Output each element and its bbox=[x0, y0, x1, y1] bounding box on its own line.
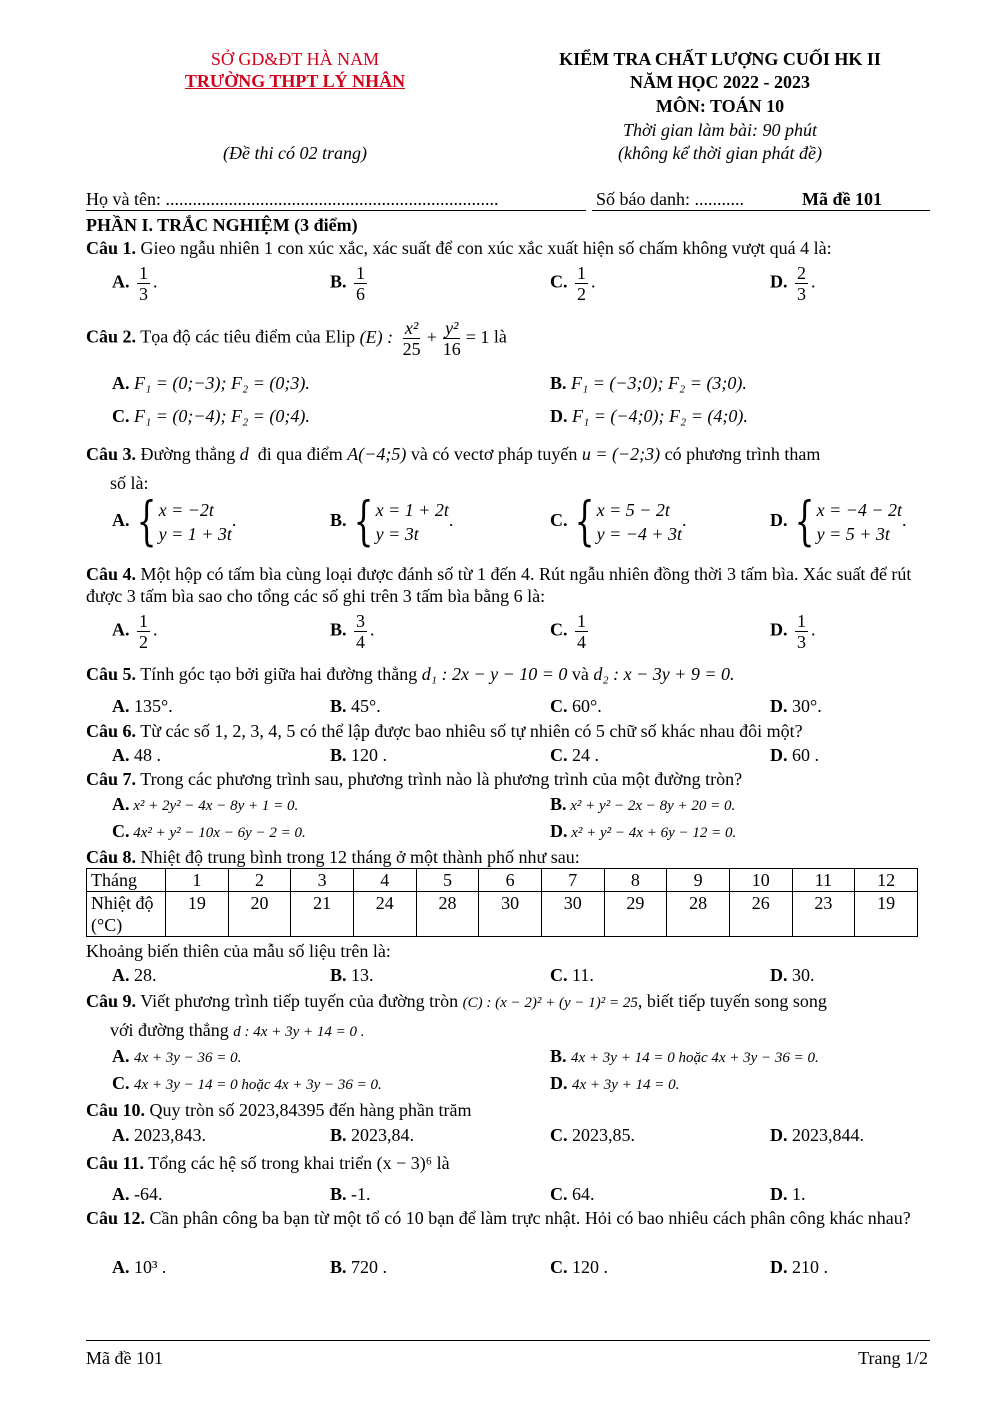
question-7: Câu 7. Trong các phương trình sau, phương trình nào là phương trình của một đường tròn? bbox=[86, 769, 743, 789]
question-text: Tọa độ các tiêu điểm của Elip bbox=[140, 326, 356, 347]
fraction: $\frac{1}{2}$ bbox=[577, 263, 586, 304]
q6-option-c[interactable]: C. 24 . bbox=[550, 745, 599, 765]
question-10: Câu 10. Quy tròn số 2023,84395 đến hàng phần trăm bbox=[86, 1100, 472, 1120]
school-year: NĂM HỌC 2022 - 2023 bbox=[630, 72, 810, 92]
question-1 bbox=[86, 237, 928, 259]
question-9: Câu 9. Viết phương trình tiếp tuyến của đường tròn (C) : (x − 2)² + (y − 1)² = 25, biết tiếp tuyến song song bbox=[86, 991, 827, 1011]
q11-option-a[interactable]: A. -64. bbox=[112, 1184, 163, 1204]
fraction: $\frac{1}{6}$ bbox=[356, 263, 366, 304]
question-text: Gieo ngẫu nhiên 1 con xúc xắc, xác suất để con xúc xắc xuất hiện số chấm không vượt quá 4 là: bbox=[140, 238, 832, 258]
footer-divider bbox=[86, 1340, 930, 1341]
option-label: D. bbox=[770, 271, 788, 292]
question-suffix: là bbox=[493, 326, 507, 347]
q12-option-a[interactable]: A. 10³ . bbox=[112, 1257, 167, 1277]
q3-option-c[interactable]: C. { x = 5 − 2t y = −4 + 3t . bbox=[550, 492, 687, 552]
q5-option-d[interactable]: D. 30°. bbox=[770, 696, 822, 716]
q3-option-b[interactable]: B. { x = 1 + 2t y = 3t . bbox=[330, 492, 454, 552]
question-label: Câu 1. bbox=[86, 238, 137, 258]
question-5: Câu 5. Tính góc tạo bởi giữa hai đường thẳng d₁ : 2x − y − 10 = 0 và d₂ : x − 3y + 9 = 0. bbox=[86, 664, 735, 684]
exam-time: Thời gian làm bài: 90 phút bbox=[622, 120, 818, 140]
q12-option-b[interactable]: B. 720 . bbox=[330, 1257, 388, 1277]
option-label: A. bbox=[112, 271, 130, 292]
q1-option-c[interactable]: C. $\frac{1}{2}$ . bbox=[550, 263, 596, 304]
question-3-cont: số là: bbox=[110, 473, 149, 493]
exam-title: KIỂM TRA CHẤT LƯỢNG CUỐI HK II bbox=[559, 49, 881, 69]
q10-option-a[interactable]: A. 2023,843. bbox=[112, 1125, 206, 1145]
q5-option-b[interactable]: B. 45°. bbox=[330, 696, 381, 716]
q8-option-b[interactable]: B. 13. bbox=[330, 965, 374, 985]
q10-option-c[interactable]: C. 2023,85. bbox=[550, 1125, 635, 1145]
ellipse-equation: (E) : $\frac{\text{x²}}{25}$ + $\frac{\text{y²}}{16}$ = 1 bbox=[359, 318, 490, 359]
table-header-cell: Nhiệt độ (°C) bbox=[87, 892, 166, 937]
subject: MÔN: TOÁN 10 bbox=[655, 96, 785, 116]
name-underline bbox=[86, 210, 586, 211]
q2-option-a[interactable]: A. F₁ = (0;−3); F₂ = (0;3). bbox=[112, 373, 310, 393]
temperature-table bbox=[86, 868, 918, 937]
q6-option-b[interactable]: B. 120 . bbox=[330, 745, 388, 765]
q6-option-d[interactable]: D. 60 . bbox=[770, 745, 819, 765]
q5-option-c[interactable]: C. 60°. bbox=[550, 696, 602, 716]
q3-option-d[interactable]: D. { x = −4 − 2t y = 5 + 3t . bbox=[770, 492, 907, 552]
q7-option-a[interactable]: A. x² + 2y² − 4x − 8y + 1 = 0. bbox=[112, 794, 299, 814]
q7-option-c[interactable]: C. 4x² + y² − 10x − 6y − 2 = 0. bbox=[112, 821, 306, 841]
q8-option-a[interactable]: A. 28. bbox=[112, 965, 157, 985]
q11-option-d[interactable]: D. 1. bbox=[770, 1184, 806, 1204]
q8-option-d[interactable]: D. 30. bbox=[770, 965, 815, 985]
q11-option-c[interactable]: C. 64. bbox=[550, 1184, 595, 1204]
exam-code: Mã đề 101 bbox=[802, 189, 882, 209]
time-note: (không kể thời gian phát đề) bbox=[617, 143, 823, 163]
fraction: $\frac{1}{3}$ bbox=[139, 263, 148, 304]
question-11: Câu 11. Tổng các hệ số trong khai triển (x − 3)⁶ là bbox=[86, 1153, 450, 1173]
q5-option-a[interactable]: A. 135°. bbox=[112, 696, 173, 716]
q9-option-a[interactable]: A. 4x + 3y − 36 = 0. bbox=[112, 1046, 242, 1066]
question-8-cont: Khoảng biến thiên của mẫu số liệu trên là: bbox=[86, 941, 391, 961]
q12-option-d[interactable]: D. 210 . bbox=[770, 1257, 828, 1277]
question-6: Câu 6. Từ các số 1, 2, 3, 4, 5 có thể lập được bao nhiêu số tự nhiên có 5 chữ số khác nhau đôi một? bbox=[86, 721, 803, 741]
option-label: B. bbox=[330, 271, 347, 292]
question-9-cont: với đường thẳng d : 4x + 3y + 14 = 0 . bbox=[110, 1020, 365, 1040]
question-8: Câu 8. Nhiệt độ trung bình trong 12 tháng ở một thành phố như sau: bbox=[86, 847, 580, 867]
q4-option-c[interactable]: C. $\frac{1}{4}$ bbox=[550, 611, 586, 652]
q4-option-b[interactable]: B. $\frac{3}{4}$ . bbox=[330, 611, 375, 652]
department-name: SỞ GD&ĐT HÀ NAM bbox=[210, 49, 380, 69]
q10-option-d[interactable]: D. 2023,844. bbox=[770, 1125, 864, 1145]
question-3: Câu 3. Đường thẳng d đi qua điểm A(−4;5) và có vectơ pháp tuyến u = (−2;3) có phương trình tham bbox=[86, 444, 821, 464]
student-id-field: Số báo danh: ........... bbox=[596, 189, 744, 209]
table-row: Nhiệt độ (°C) 19 20 21 24 28 30 30 29 28 26 23 19 bbox=[87, 892, 918, 937]
table-row: Tháng 1 2 3 4 5 6 7 8 9 10 11 12 bbox=[87, 869, 918, 892]
question-12: Câu 12. Cần phân công ba bạn từ một tổ có 10 bạn để làm trực nhật. Hỏi có bao nhiêu cách phân công khác nhau? bbox=[86, 1208, 911, 1228]
q12-option-c[interactable]: C. 120 . bbox=[550, 1257, 608, 1277]
table-header-cell: Tháng bbox=[87, 869, 166, 892]
q3-option-a[interactable]: A. { x = −2t y = 1 + 3t . bbox=[112, 492, 237, 552]
q8-option-c[interactable]: C. 11. bbox=[550, 965, 594, 985]
q2-option-d[interactable]: D. F₁ = (−4;0); F₂ = (4;0). bbox=[550, 406, 748, 426]
part-title: PHẦN I. TRẮC NGHIỆM (3 điểm) bbox=[86, 215, 358, 235]
q7-option-d[interactable]: D. x² + y² − 4x + 6y − 12 = 0. bbox=[550, 821, 737, 841]
q1-option-a[interactable]: A. $\frac{1}{3}$ . bbox=[112, 263, 158, 304]
question-2 bbox=[86, 318, 928, 359]
q4-option-a[interactable]: A. $\frac{1}{2}$ . bbox=[112, 611, 158, 652]
footer-exam-code: Mã đề 101 bbox=[86, 1348, 163, 1368]
student-name-field: Họ và tên: .......................................................................... bbox=[86, 189, 499, 209]
q11-option-b[interactable]: B. -1. bbox=[330, 1184, 371, 1204]
pages-note: (Đề thi có 02 trang) bbox=[223, 143, 367, 163]
q2-option-c[interactable]: C. F₁ = (0;−4); F₂ = (0;4). bbox=[112, 406, 310, 426]
page-number: Trang 1/2 bbox=[858, 1348, 928, 1368]
q2-option-b[interactable]: B. F₁ = (−3;0); F₂ = (3;0). bbox=[550, 373, 747, 393]
fraction: $\frac{2}{3}$ bbox=[797, 263, 806, 304]
q9-option-b[interactable]: B. 4x + 3y + 14 = 0 hoặc 4x + 3y − 36 = 0. bbox=[550, 1046, 819, 1066]
option-label: C. bbox=[550, 271, 568, 292]
q6-option-a[interactable]: A. 48 . bbox=[112, 745, 161, 765]
q9-option-d[interactable]: D. 4x + 3y + 14 = 0. bbox=[550, 1073, 680, 1093]
q1-option-b[interactable] bbox=[330, 263, 370, 304]
q10-option-b[interactable]: B. 2023,84. bbox=[330, 1125, 415, 1145]
q9-option-c[interactable]: C. 4x + 3y − 14 = 0 hoặc 4x + 3y − 36 = 0. bbox=[112, 1073, 382, 1093]
q7-option-b[interactable]: B. x² + y² − 2x − 8y + 20 = 0. bbox=[550, 794, 736, 814]
question-label: Câu 2. bbox=[86, 326, 137, 347]
school-name: TRƯỜNG THPT LÝ NHÂN bbox=[184, 71, 406, 91]
question-4: Câu 4. Một hộp có tấm bìa cùng loại được đánh số từ 1 đến 4. Rút ngẫu nhiên đồng thời 3 tấm bìa. Xác suất để rút được 3 tấm bìa sao cho tổng các số ghi trên 3 tấm bìa bằng 6 là: bbox=[86, 564, 912, 606]
q1-option-d[interactable]: D. $\frac{2}{3}$ . bbox=[770, 263, 816, 304]
q4-option-d[interactable]: D. $\frac{1}{3}$ . bbox=[770, 611, 816, 652]
code-underline bbox=[592, 210, 930, 211]
